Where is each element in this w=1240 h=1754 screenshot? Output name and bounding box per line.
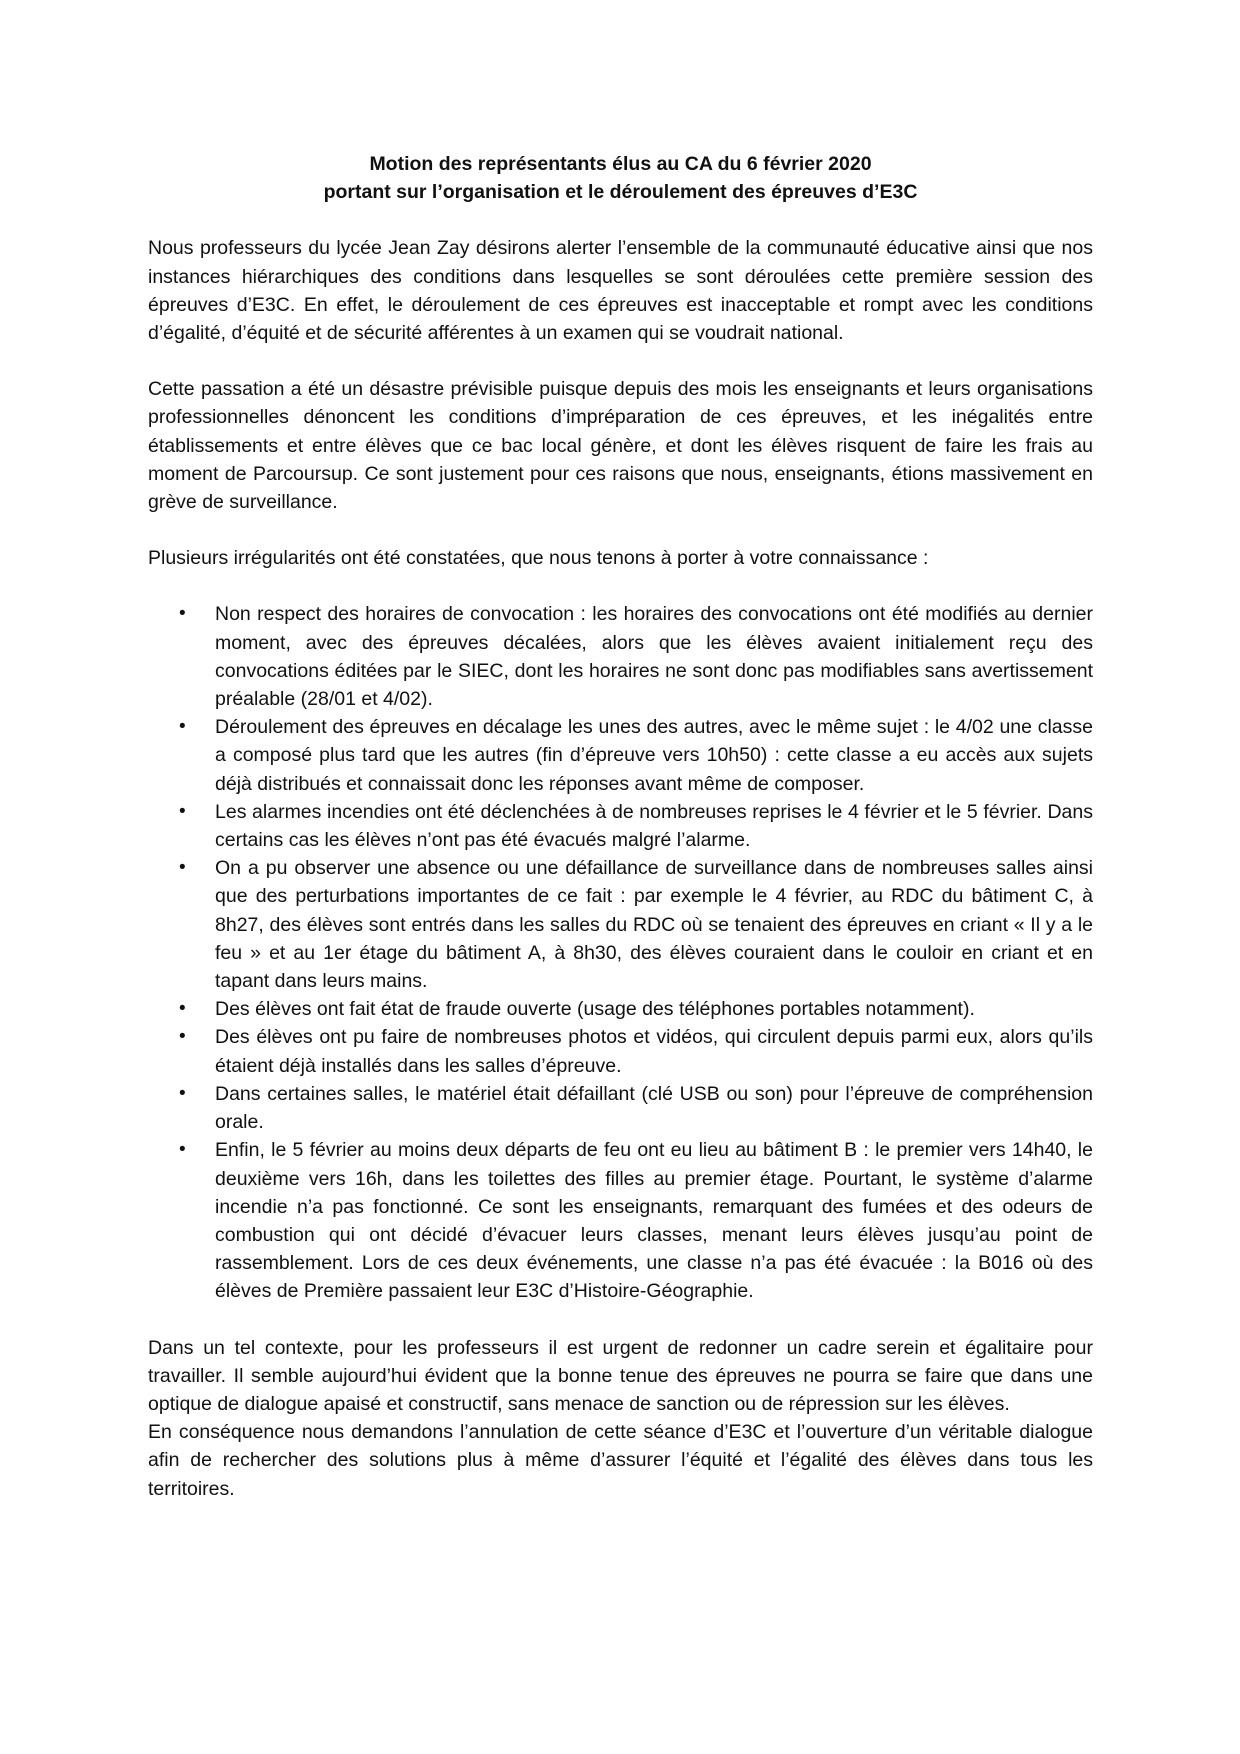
list-item-text: Les alarmes incendies ont été déclenchées à de nombreuses reprises le 4 février et le 5 février. Dans certains cas les élèves n’ont pas été évacués malgré l’alarme.: [215, 800, 1093, 852]
list-item: [148, 854, 1093, 995]
list-item-text: Des élèves ont pu faire de nombreuses photos et vidéos, qui circulent depuis parmi eux, alors qu’ils étaient déjà installés dans les salles d’épreuve.: [215, 1026, 1093, 1077]
list-item: [148, 1023, 1093, 1079]
demand-paragraph: En conséquence nous demandons l’annulation de cette séance d’E3C et l’ouverture d’un véritable dialogue afin de rechercher des solutions plus à même d’assurer l’équité et l’égalité des élèves dans tous les territoires.: [148, 1421, 1093, 1500]
title-line-1: Motion des représentants élus au CA du 6 février 2020: [369, 153, 872, 175]
bullet-icon: •: [179, 998, 186, 1020]
list-item-text: On a pu observer une absence ou une défaillance de surveillance dans de nombreuses salles ainsi que des perturbations importantes de ce fait : par exemple le 4 février, au RDC du bâtiment C, à 8h27, des élèves sont entrés dans les salles du RDC où se tenaient des épreuves en criant « Il y a le feu » et au 1er étage du bâtiment A, à 8h30, des élèves couraient dans le couloir en criant et en tapant dans leurs mains.: [215, 857, 1093, 993]
irregularities-intro: Plusieurs irrégularités ont été constatées, que nous tenons à porter à votre connaissance :: [148, 547, 929, 570]
bullet-icon: •: [179, 1082, 186, 1104]
list-item: [148, 713, 1093, 798]
list-item: [148, 600, 1093, 713]
list-item-text: Déroulement des épreuves en décalage les unes des autres, avec le même sujet : le 4/02 une classe a composé plus tard que les autres (fin d’épreuve vers 10h50) : cette classe a eu accès aux sujets déjà distribués et connaissait donc les réponses avant même de composer.: [215, 716, 1093, 795]
list-item-text: Non respect des horaires de convocation : les horaires des convocations ont été modifiés au dernier moment, avec des épreuves décalées, alors que les élèves avaient initialement reçu des convocations éditées par le SIEC, dont les horaires ne sont donc pas modifiables sans avertissement préalable (28/01 et 4/02).: [215, 603, 1093, 711]
list-item-text: Dans certaines salles, le matériel était défaillant (clé USB ou son) pour l’épreuve de compréhension orale.: [215, 1082, 1093, 1134]
intro-paragraph: Nous professeurs du lycée Jean Zay désirons alerter l’ensemble de la communauté éducative ainsi que nos instances hiérarchiques des conditions dans lesquelles se sont déroulées cette première session des épreuves d’E3C. En effet, le déroulement de ces épreuves est inacceptable et rompt avec les conditions d’égalité, d’équité et de sécurité afférentes à un examen qui se voudrait national.: [148, 237, 1093, 345]
context-paragraph: Cette passation a été un désastre prévisible puisque depuis des mois les enseignants et leurs organisations professionnelles dénoncent les conditions d’impréparation de ces épreuves, et les inégalités entre établissements et entre élèves que ce bac local génère, et dont les élèves risquent de faire les frais au moment de Parcoursup. Ce sont justement pour ces raisons que nous, enseignants, étions massivement en grève de surveillance.: [148, 378, 1093, 514]
title-line-2: portant sur l’organisation et le déroulement des épreuves d’E3C: [323, 181, 918, 204]
conclusion-paragraph: Dans un tel contexte, pour les professeurs il est urgent de redonner un cadre serein et égalitaire pour travailler. Il semble aujourd’hui évident que la bonne tenue des épreuves ne pourra se faire que dans une optique de dialogue apaisé et constructif, sans menace de sanction ou de répression sur les élèves.: [148, 1336, 1093, 1415]
list-item: [148, 1080, 1093, 1136]
document-page: [148, 150, 1093, 1503]
list-item: [148, 995, 1093, 1023]
list-item-text: Des élèves ont fait état de fraude ouverte (usage des téléphones portables notamment).: [215, 998, 975, 1021]
document-title: [148, 150, 1093, 206]
irregularities-list: [148, 600, 1093, 1305]
list-item-text: Enfin, le 5 février au moins deux départs de feu ont eu lieu au bâtiment B : le premier vers 14h40, le deuxième vers 16h, dans les toilettes des filles au premier étage. Pourtant, le système d’alarme incendie n’a pas fonctionné. Ce sont les enseignants, remarquant des fumées et des odeurs de combustion qui ont décidé d’évacuer leurs classes, menant leurs élèves jusqu’au point de rassemblement. Lors de ces deux événements, une classe n’a pas été évacuée : la B016 où des élèves de Première passaient leur E3C d’Histoire-Géographie.: [215, 1139, 1093, 1303]
list-item: [148, 798, 1093, 854]
bullet-icon: •: [179, 800, 186, 822]
bullet-icon: •: [179, 1026, 186, 1048]
list-item: [148, 1136, 1093, 1305]
bullet-icon: •: [179, 857, 186, 879]
bullet-icon: •: [179, 716, 186, 738]
bullet-icon: •: [179, 603, 186, 625]
bullet-icon: •: [179, 1139, 186, 1161]
